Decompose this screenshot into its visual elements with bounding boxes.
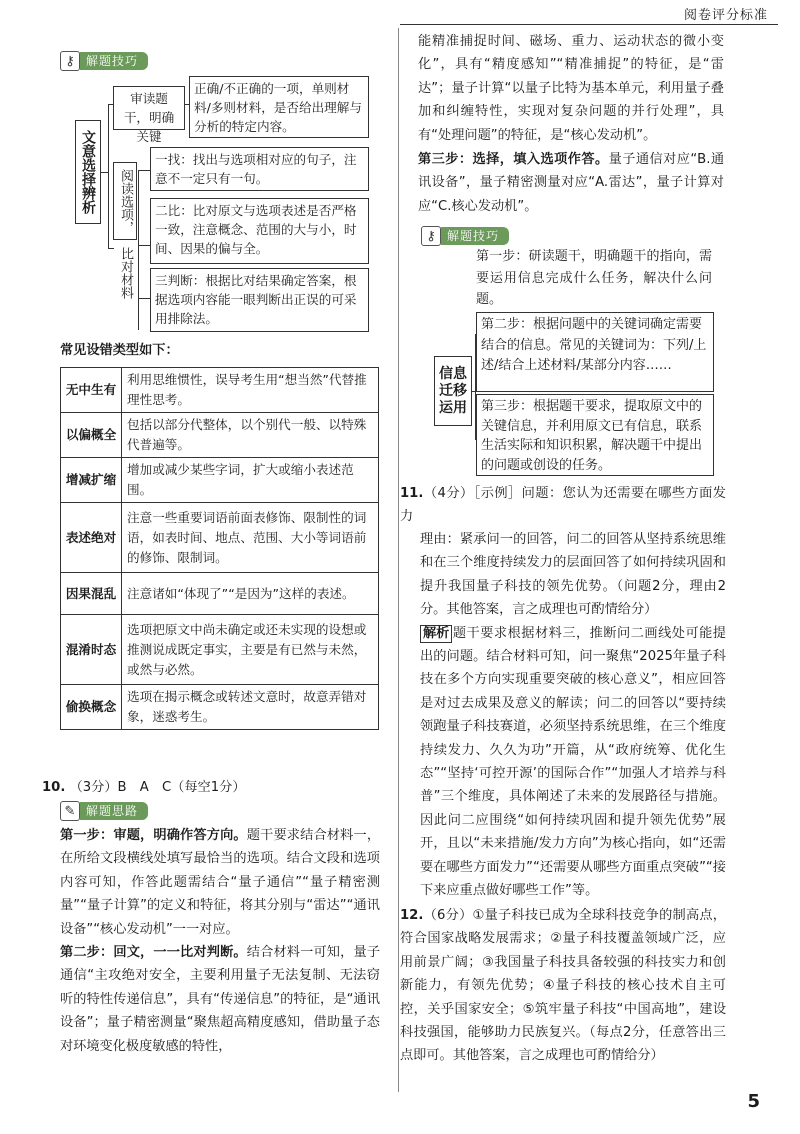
error-type-row <box>61 685 379 730</box>
connector <box>108 104 109 248</box>
q10-step3-head: 第三步：选择，填入选项作答。 <box>418 152 609 167</box>
skills-badge-label: 解题技巧 <box>80 52 148 70</box>
step-judge: 三判断：根据比对结果确定答案，根据选项内容能一眼判断出正误的可采用排除法。 <box>150 268 369 332</box>
q11-block <box>400 482 726 529</box>
q12-block <box>400 904 726 1068</box>
step-find: 一找：找出与选项相对应的句子，注意不一定只有一句。 <box>150 147 369 191</box>
header-title: 阅卷评分标准 <box>683 8 768 23</box>
q10-step2-head: 第二步：回文，一一比对判断。 <box>60 945 247 961</box>
skills2-step3: 第三步：根据题干要求，提取原文中的关键信息，并利用原文已有信息，联系生活实际和知识积累，解决题干中提出的问题或创设的任务。 <box>476 394 714 476</box>
q11-answer: （4分）［示例］问题：您认为还需要在哪些方面发力 <box>400 486 726 525</box>
error-type-desc: 选项在揭示概念或转述文意时，故意弄错对象，迷惑考生。 <box>122 685 379 730</box>
error-type-name: 增减扩缩 <box>61 458 122 503</box>
note-icon: ✎ <box>60 801 80 821</box>
approach-badge-label: 解题思路 <box>80 802 148 820</box>
q10-step3 <box>418 148 724 218</box>
q10-steps <box>60 824 380 1058</box>
skills2-step2: 第二步：根据问题中的关键词确定需要结合的信息。常见的关键词为：下列/上述/结合上述材料/某部分内容…… <box>476 312 714 392</box>
q11-reason: 理由：紧承问一的回答，问二的回答从坚持系统思维和在三个维度持续发力的层面回答了如何持续巩固和提升我国量子科技的领先优势。（问题2分，理由2分。其他答案，言之成理也可酌情给分） <box>420 532 726 618</box>
error-type-name: 无中生有 <box>61 368 122 413</box>
error-type-name: 偷换概念 <box>61 685 122 730</box>
error-type-row <box>61 458 379 503</box>
q12-answer: （6分）①量子科技已成为全球科技竞争的制高点，符合国家战略发展需求；②量子科技覆盖领域广泛，应用前景广阔；③我国量子科技具备较强的科技实力和创新能力，有领先优势；④量子科技的核心技术自主可控，关乎国家安全；⑤筑牢量子科技“中国高地”，建设科技强国，能够助力民族复兴。（每点2分，任意答出三点即可。其他答案，言之成理也可酌情给分） <box>400 908 726 1064</box>
error-type-desc: 注意诸如“体现了”“是因为”这样的表述。 <box>122 573 379 615</box>
analysis-tag: 解析 <box>420 625 452 643</box>
mindmap-root: 文意选择辨析 <box>75 120 101 224</box>
q11-detail <box>420 528 726 903</box>
connector <box>138 170 139 330</box>
q10-step1-body: 题干要求结合材料一，在所给文段横线处填写最恰当的选项。结合文段和选项内容可知，作答此题需结合“量子通信”“量子精密测量”“量子计算”的定义和特征，将其分别与“雷达”“通讯设备”“核心发动机”一一对应。 <box>60 828 381 937</box>
q10-step3-body: 量子通信对应“B.通讯设备”，量子精密测量对应“A.雷达”，量子计算对应“C.核心发动机”。 <box>418 152 725 214</box>
q10-number: 10. <box>42 780 66 795</box>
skills-badge <box>60 51 148 71</box>
step-compare-material: 比对材料 <box>118 247 133 299</box>
error-type-desc: 选项把原文中尚未确定或还未实现的设想或推测说成既定事实，主要是有已然与未然，或然与必然。 <box>122 615 379 685</box>
error-type-name: 以偏概全 <box>61 413 122 458</box>
skills2-label <box>434 356 472 426</box>
column-divider <box>398 28 399 1092</box>
error-type-row <box>61 368 379 413</box>
error-type-row <box>61 573 379 615</box>
q11-number: 11. <box>400 486 424 501</box>
page-number: 5 <box>747 1091 760 1112</box>
error-types-table <box>60 367 379 730</box>
q12-number: 12. <box>400 908 424 923</box>
skills-badge-2-label: 解题技巧 <box>441 227 509 245</box>
error-type-desc: 包括以部分代整体，以个别代一般、以特殊代普遍等。 <box>122 413 379 458</box>
error-type-desc: 注意一些重要词语前面表修饰、限制性的词语，如表时间、地点、范围、大小等词语前的修饰、限制词。 <box>122 503 379 573</box>
connector <box>138 298 150 299</box>
skills2-label-text: 信息迁移运用 <box>439 365 467 416</box>
connector <box>138 170 150 171</box>
key-icon: ⚷ <box>421 226 441 246</box>
step-compare: 二比：比对原文与选项表述是否严格一致，注意概念、范围的大与小，时间、因果的偏与全。 <box>150 198 369 264</box>
error-type-row <box>61 413 379 458</box>
error-type-row <box>61 503 379 573</box>
skills2-step1: 第一步：研读题干，明确题干的指向，需要运用信息完成什么任务，解决什么问题。 <box>476 249 712 307</box>
error-type-name: 混淆时态 <box>61 615 122 685</box>
step-read-options: 阅读选项， <box>113 162 137 240</box>
error-types-title: 常见设错类型如下： <box>60 343 179 358</box>
error-type-name: 因果混乱 <box>61 573 122 615</box>
step-read-stem-desc: 正确/不正确的一项，单则材料/多则材料，是否给出理解与分析的特定内容。 <box>189 76 369 138</box>
approach-badge <box>60 801 148 821</box>
q10-step1-head: 第一步：审题，明确作答方向。 <box>60 828 247 843</box>
q10-step2-continued: 能精准捕捉时间、磁场、重力、运动状态的微小变化”，具有“精度感知”“精准捕捉”的特征，是“雷达”；量子计算“以量子比特为基本单元，利用量子叠加和纠缠特性，实现对复杂问题的并行处理”，具有“处理问题”的特征，是“核心发动机”。 <box>418 34 724 143</box>
q11-analysis: 题干要求根据材料三，推断问二画线处可能提出的问题。结合材料可知，问一聚焦“2025年量子科技在多个方向实现重要突破的核心意义”，相应回答是对过去成果及意义的解读；问二的回答以“要持续领跑量子科技赛道，必须坚持系统思维，在三个维度持续发力、久久为功”开篇，从“政府统筹、优化生态”“坚持‘可控开源’的国际合作”“加强人才培养与科普”三个维度，具体阐述了未来的发展路径与措施。因此问二应围绕“如何持续巩固和提升领先优势”展开，且以“未来措施/发力方向”为核心指向，如“还需要在哪些方面发力”“还需要从哪些方面重点突破”“接下来应重点做好哪些工作”等。 <box>420 625 726 899</box>
error-type-desc: 增加或减少某些字词，扩大或缩小表述范围。 <box>122 458 379 503</box>
q10-step2-body: 结合材料一可知，量子通信“主攻绝对安全，主要利用量子无法复制、无法窃听的特性传递信息”，具有“传递信息”的特征，是“通讯设备”；量子精密测量“聚焦超高精度感知，借助量子态对环境变化极度敏感的特性， <box>60 945 381 1054</box>
key-icon: ⚷ <box>60 51 80 71</box>
error-type-desc: 利用思维惯性，误导考生用“想当然”代替推理性思考。 <box>122 368 379 413</box>
q10-answer-line <box>42 776 380 799</box>
error-type-row <box>61 615 379 685</box>
error-type-name: 表述绝对 <box>61 503 122 573</box>
header-rule <box>400 24 778 25</box>
q10-answer: （3分）B A C（每空1分） <box>69 780 246 795</box>
connector <box>138 245 150 246</box>
skills-badge-2 <box>421 226 509 246</box>
step-read-stem: 审读题干，明确关键 <box>113 86 185 130</box>
